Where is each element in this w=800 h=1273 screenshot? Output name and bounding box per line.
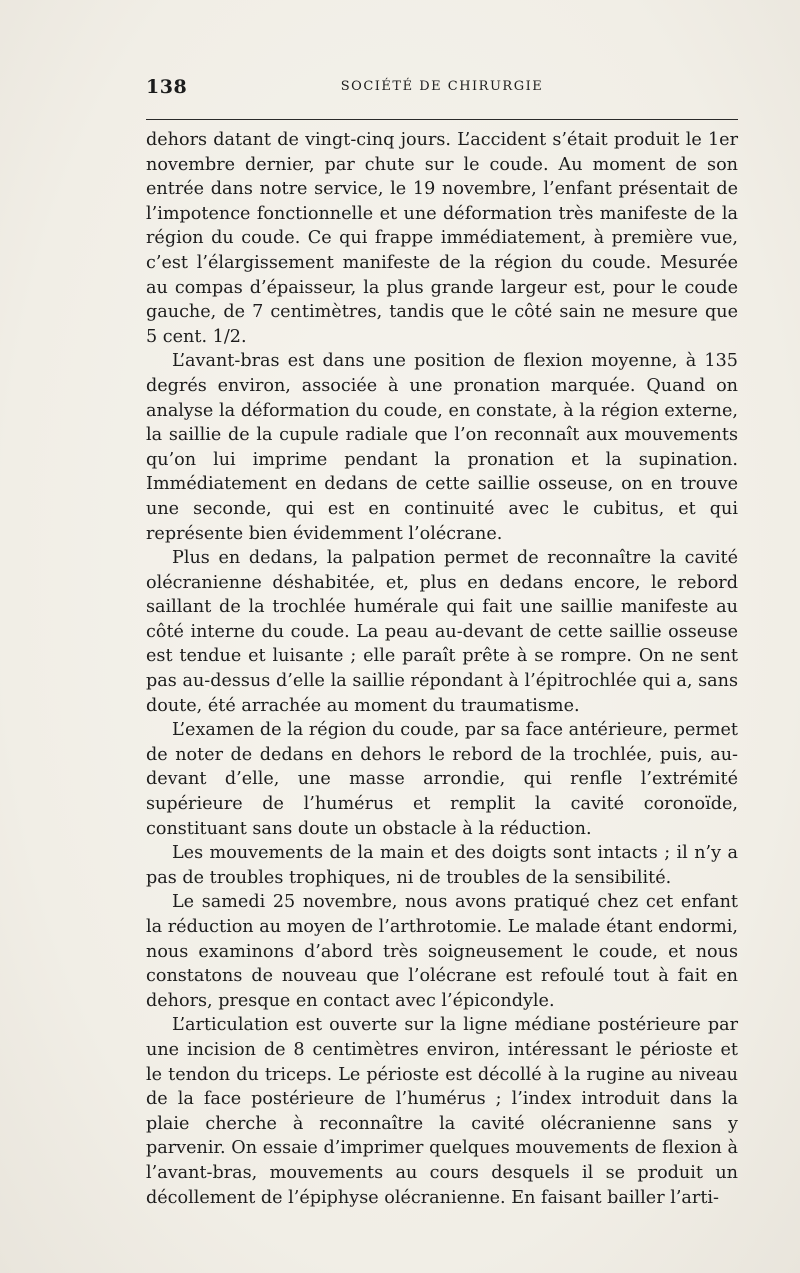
body-text: [146, 128, 738, 1210]
page-number: 138: [146, 76, 188, 98]
paragraph: L’articulation est ouverte sur la ligne médiane postérieure par une incision de 8 centimètres environ, intéressant le périoste et le tendon du triceps. Le périoste est décollé à la rugine au niveau de la face postérieure de l’humérus ; l’index introduit dans la plaie cherche à reconnaître la cavité olécranienne sans y parvenir. On essaie d’imprimer quelques mouvements de flexion à l’avant-bras, mouvements au cours desquels il se produit un décollement de l’épiphyse olécranienne. En faisant bailler l’arti-: [146, 1015, 738, 1208]
page-header: [146, 76, 738, 100]
paragraph: L’avant-bras est dans une position de flexion moyenne, à 135 degrés environ, associée à une pronation marquée. Quand on analyse la déformation du coude, en constate, à la région externe, la saillie de la cupule radiale que l’on reconnaît aux mouvements qu’on lui imprime pendant la pronation et la supination. Immédiatement en dedans de cette saillie osseuse, on en trouve une seconde, qui est en continuité avec le cubitus, et qui représente bien évidemment l’olécrane.: [146, 351, 738, 544]
paragraph: Les mouvements de la main et des doigts sont intacts ; il n’y a pas de troubles trophiques, ni de troubles de la sensibilité.: [146, 843, 738, 888]
paragraph: L’examen de la région du coude, par sa face antérieure, permet de noter de dedans en dehors le rebord de la trochlée, puis, au-devant d’elle, une masse arrondie, qui renfle l’extrémité supérieure de l’humérus et remplit la cavité coronoïde, constituant sans doute un obstacle à la réduction.: [146, 720, 738, 839]
paragraph: Le samedi 25 novembre, nous avons pratiqué chez cet enfant la réduction au moyen de l’arthrotomie. Le malade étant endormi, nous examinons d’abord très soigneusement le coude, et nous constatons de nouveau que l’olécrane est refoulé tout à fait en dehors, presque en contact avec l’épicondyle.: [146, 892, 738, 1011]
header-rule: [146, 119, 738, 120]
paragraph: Plus en dedans, la palpation permet de reconnaître la cavité olécranienne déshabitée, et, plus en dedans encore, le rebord saillant de la trochlée humérale qui fait une saillie manifeste au côté interne du coude. La peau au-devant de cette saillie osseuse est tendue et luisante ; elle paraît prête à se rompre. On ne sent pas au-dessus d’elle la saillie répondant à l’épitrochlée qui a, sans doute, été arrachée au moment du traumatisme.: [146, 548, 738, 716]
paragraph: dehors datant de vingt-cinq jours. L’accident s’était produit le 1er novembre dernier, par chute sur le coude. Au moment de son entrée dans notre service, le 19 novembre, l’enfant présentait de l’impotence fonctionnelle et une déformation très manifeste de la région du coude. Ce qui frappe immédiatement, à première vue, c’est l’élargissement manifeste de la région du coude. Mesurée au compas d’épaisseur, la plus grande largeur est, pour le coude gauche, de 7 centimètres, tandis que le côté sain ne mesure que 5 cent. 1/2.: [146, 130, 738, 347]
running-head: SOCIÉTÉ DE CHIRURGIE: [340, 79, 544, 94]
